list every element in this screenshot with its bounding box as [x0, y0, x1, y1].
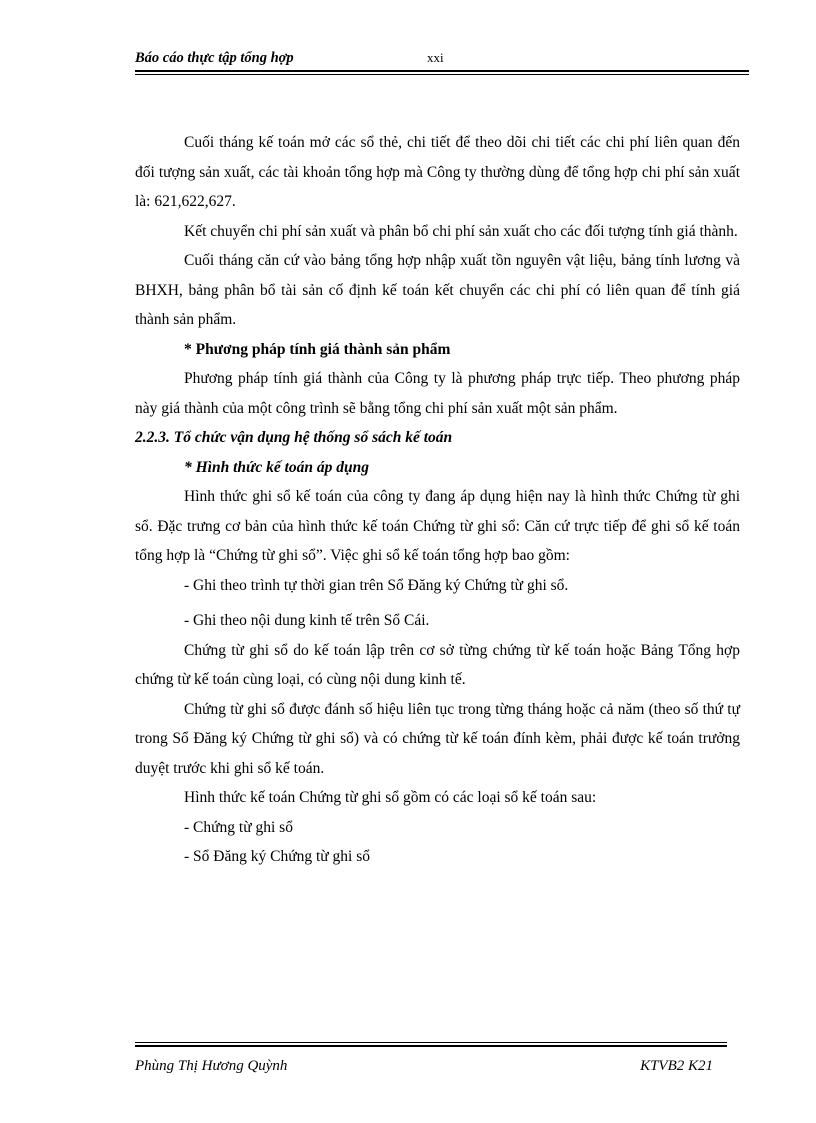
footer-class-code: KTVB2 K21	[640, 1058, 713, 1074]
paragraph: Cuối tháng kế toán mở các sổ thẻ, chi tiết để theo dõi chi tiết các chi phí liên quan đến đối tượng sản xuất, các tài khoản tổng hợp mà Công ty thường dùng để tổng hợp chi phí sản xuất là: 621,622,627.	[135, 134, 740, 210]
paragraph: Phương pháp tính giá thành của Công ty là phương pháp trực tiếp. Theo phương pháp này giá thành của một công trình sẽ bằng tổng chi phí sản xuất một sản phẩm.	[135, 370, 740, 417]
paragraph: Cuối tháng căn cứ vào bảng tổng hợp nhập xuất tồn nguyên vật liệu, bảng tính lương và BHXH, bảng phân bổ tài sản cố định kế toán kết chuyển các chi phí có liên quan để tính giá thành sản phẩm.	[135, 252, 740, 328]
footer-author: Phùng Thị Hương Quỳnh	[135, 1058, 288, 1074]
section-heading: 2.2.3. Tổ chức vận dụng hệ thống sổ sách kế toán	[135, 429, 453, 446]
paragraph: Chứng từ ghi sổ do kế toán lập trên cơ sở từng chứng từ kế toán hoặc Bảng Tổng hợp chứng từ kế toán cùng loại, có cùng nội dung kinh tế.	[135, 641, 740, 688]
header-title: Báo cáo thực tập tổng hợp	[135, 50, 294, 66]
list-item: - Chứng từ ghi sổ	[184, 818, 293, 836]
paragraph: Kết chuyển chi phí sản xuất và phân bổ chi phí sản xuất cho các đối tượng tính giá thành.	[184, 222, 738, 240]
list-item: - Ghi theo trình tự thời gian trên Sổ Đăng ký Chứng từ ghi sổ.	[184, 576, 569, 594]
subheading-form: * Hình thức kế toán áp dụng	[184, 458, 369, 476]
footer-rule-thick	[135, 1045, 727, 1047]
page-number: xxi	[427, 50, 444, 65]
page-header	[135, 50, 749, 70]
subheading-method: * Phương pháp tính giá thành sản phẩm	[184, 340, 451, 358]
page-footer	[135, 1058, 713, 1080]
paragraph: Chứng từ ghi sổ được đánh số hiệu liên tục trong từng tháng hoặc cả năm (theo số thứ tự trong Sổ Đăng ký Chứng từ ghi sổ) và có chứng từ kế toán đính kèm, phải được kế toán trưởng duyệt trước khi ghi sổ kế toán.	[135, 700, 740, 777]
header-rule-thin	[135, 74, 749, 75]
list-item: - Ghi theo nội dung kinh tế trên Sổ Cái.	[184, 612, 430, 629]
page-body	[135, 128, 740, 872]
paragraph: Hình thức ghi sổ kế toán của công ty đang áp dụng hiện nay là hình thức Chứng từ ghi sổ. Đặc trưng cơ bản của hình thức kế toán Chứng từ ghi sổ: Căn cứ trực tiếp để ghi sổ kế toán tổng hợp là “Chứng từ ghi sổ”. Việc ghi sổ kế toán tổng hợp bao gồm:	[135, 488, 740, 564]
header-rule-thick	[135, 70, 749, 72]
list-item: - Sổ Đăng ký Chứng từ ghi sổ	[184, 848, 371, 865]
footer-rule-thin	[135, 1042, 727, 1043]
paragraph: Hình thức kế toán Chứng từ ghi sổ gồm có các loại sổ kế toán sau:	[184, 789, 597, 806]
